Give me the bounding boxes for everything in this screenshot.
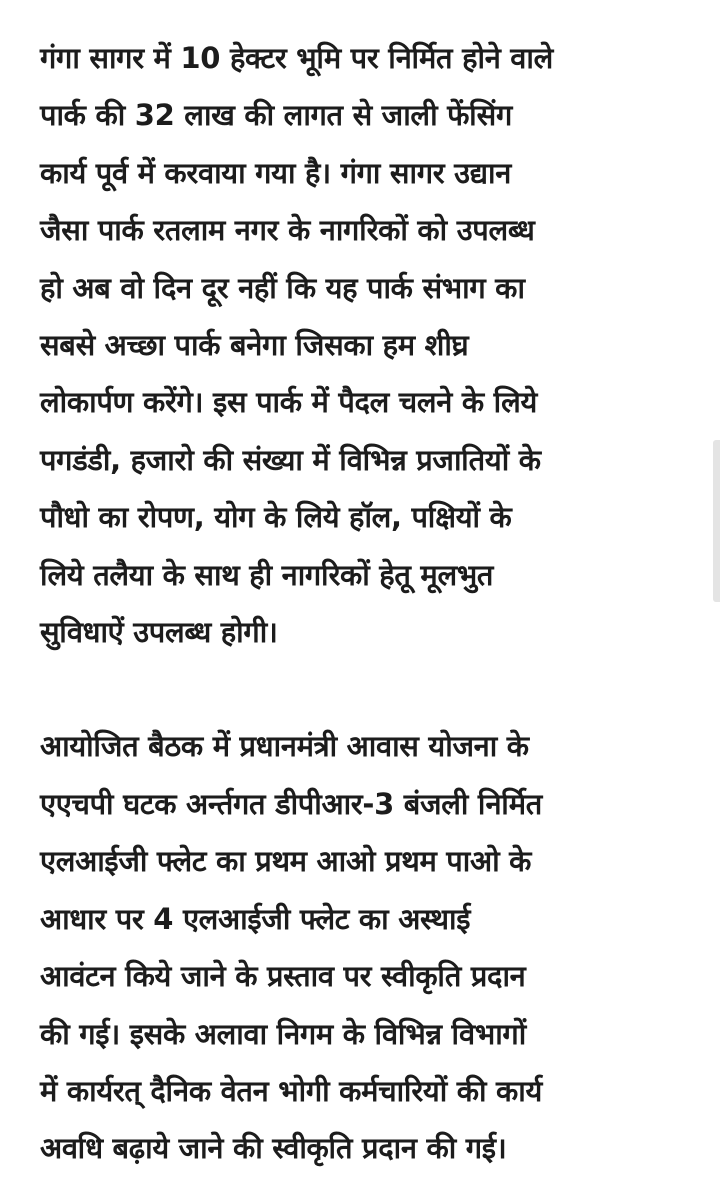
text-line: हो अब वो दिन दूर नहीं कि यह पार्क संभाग का bbox=[40, 270, 525, 305]
text-line: पार्क की 32 लाख की लागत से जाली फेंसिंग bbox=[40, 98, 512, 133]
text-line: आवंटन किये जाने के प्रस्ताव पर स्वीकृति प्रदान bbox=[40, 959, 526, 994]
article-body bbox=[40, 30, 680, 1178]
text-line: आयोजित बैठक में प्रधानमंत्री आवास योजना के bbox=[40, 729, 529, 764]
text-line: में कार्यरत् दैनिक वेतन भोगी कर्मचारियों की कार्य bbox=[40, 1073, 543, 1108]
text-line: जैसा पार्क रतलाम नगर के नागरिकों को उपलब्ध bbox=[40, 213, 535, 248]
text-line: पौधो का रोपण, योग के लिये हॉल, पक्षियों के bbox=[40, 500, 512, 535]
text-line: आधार पर 4 एलआईजी फ्लेट का अस्थाई bbox=[40, 901, 471, 936]
text-line: अवधि बढ़ाये जाने की स्वीकृति प्रदान की गई। bbox=[40, 1131, 507, 1166]
text-line: लिये तलैया के साथ ही नागरिकों हेतू मूलभुत bbox=[40, 557, 494, 592]
text-line: लोकार्पण करेंगे। इस पार्क में पैदल चलने के लिये bbox=[40, 385, 538, 420]
text-line: सुविधाऐं उपलब्ध होगी। bbox=[40, 615, 278, 650]
paragraph-ganga-sagar-park bbox=[40, 30, 680, 661]
text-line: गंगा सागर में 10 हेक्टर भूमि पर निर्मित होने वाले bbox=[40, 41, 553, 75]
text-line: एएचपी घटक अर्न्तगत डीपीआर-3 बंजली निर्मित bbox=[40, 786, 543, 821]
paragraph-awas-yojana-meeting bbox=[40, 718, 680, 1177]
text-line: सबसे अच्छा पार्क बनेगा जिसका हम शीघ्र bbox=[40, 328, 469, 363]
scrollbar-thumb[interactable] bbox=[713, 440, 720, 602]
text-line: एलआईजी फ्लेट का प्रथम आओ प्रथम पाओ के bbox=[40, 844, 532, 879]
text-line: कार्य पूर्व में करवाया गया है। गंगा सागर उद्यान bbox=[40, 155, 511, 190]
text-line: की गई। इसके अलावा निगम के विभिन्न विभागों bbox=[40, 1016, 526, 1051]
text-line: पगडंडी, हजारो की संख्या में विभिन्न प्रजातियों के bbox=[40, 442, 541, 477]
